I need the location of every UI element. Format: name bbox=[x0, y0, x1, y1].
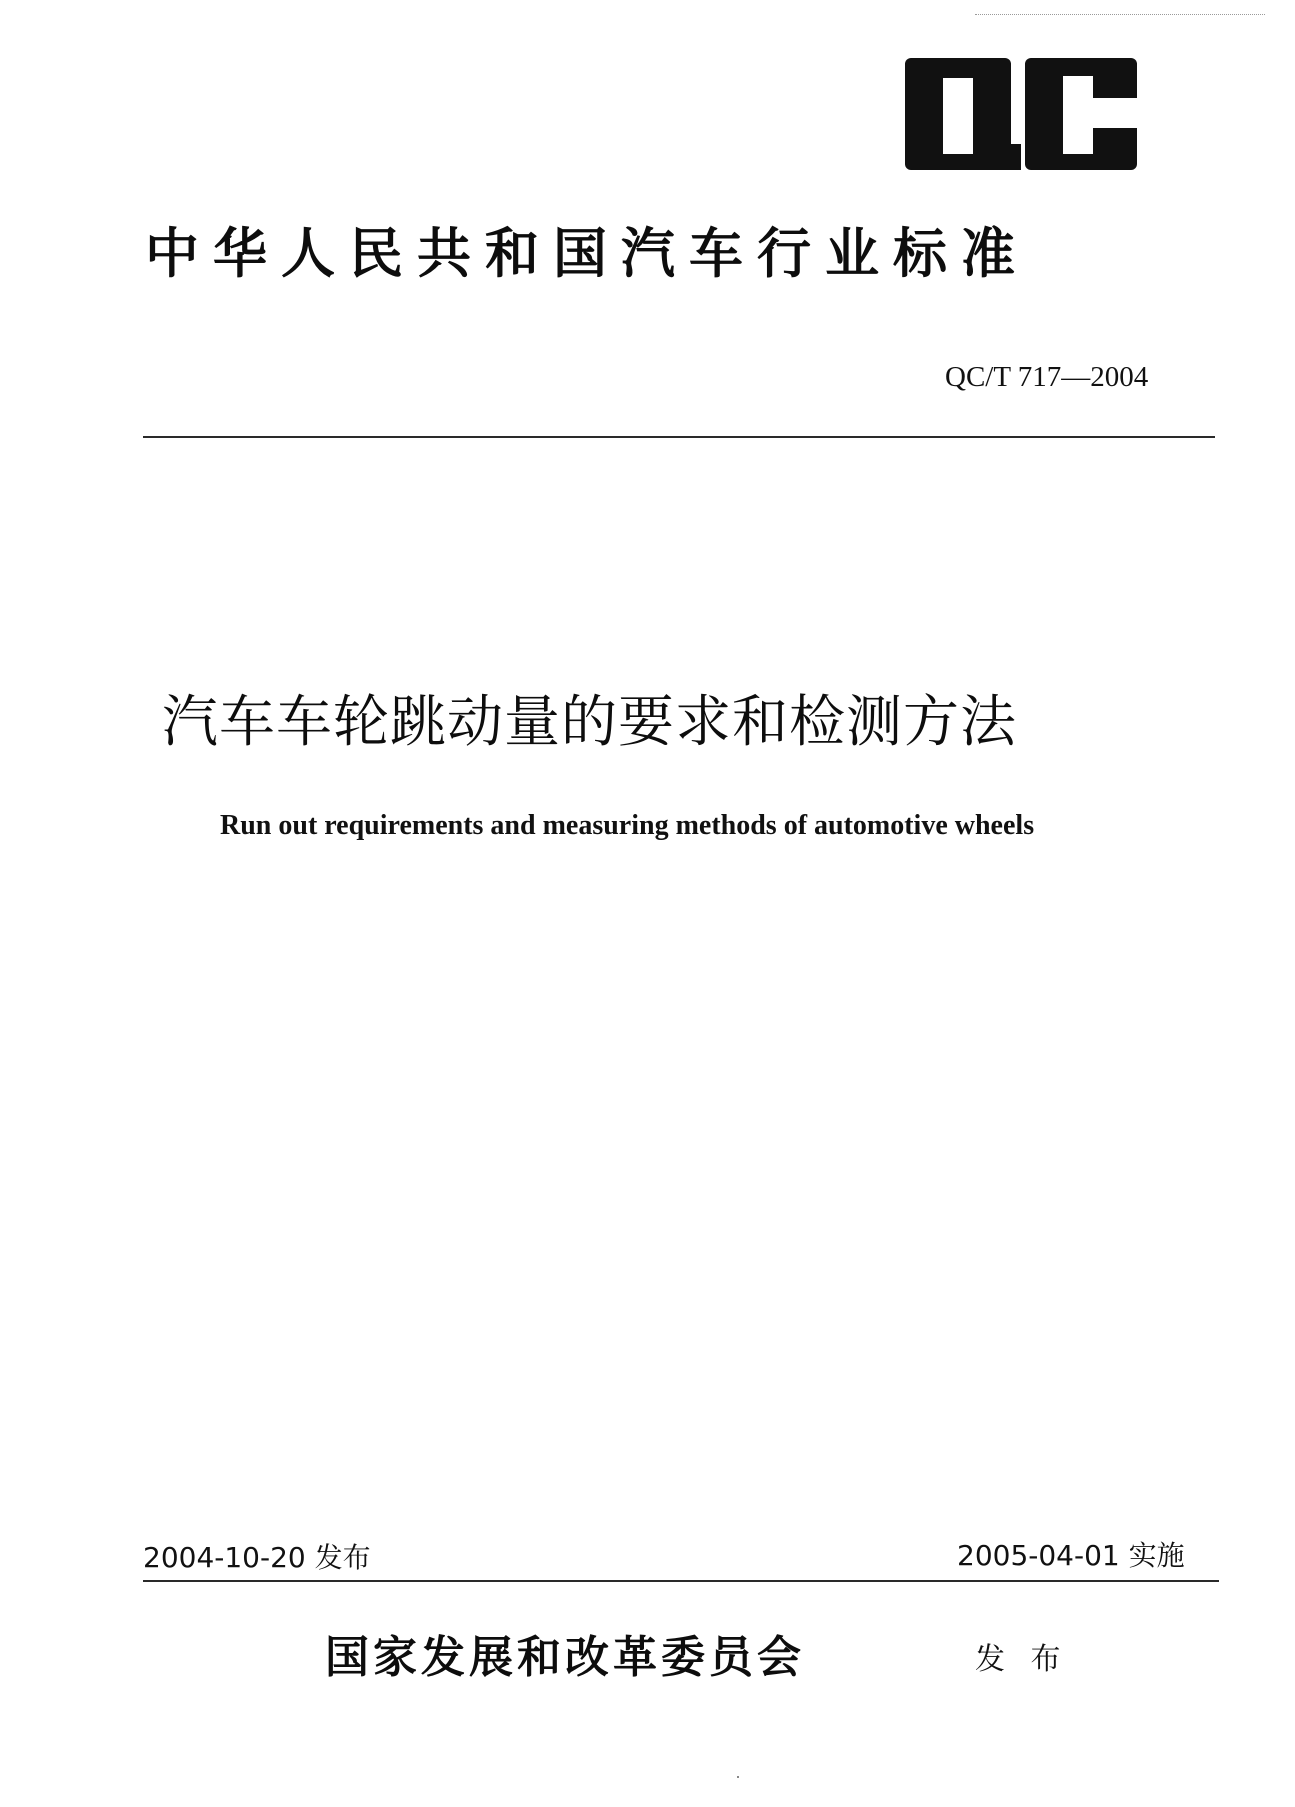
organization-title: 中华人民共和国汽车行业标准 bbox=[145, 221, 1029, 285]
issue-date: 2004-10-20 发布 bbox=[143, 1541, 371, 1574]
qc-logo-c-hole bbox=[1063, 76, 1093, 154]
scan-mark bbox=[975, 14, 1265, 15]
footer-divider bbox=[143, 1580, 1219, 1582]
header-divider bbox=[143, 436, 1215, 438]
scan-dot bbox=[737, 1776, 739, 1778]
document-title-english: Run out requirements and measuring methods of automotive wheels bbox=[220, 810, 1035, 841]
publisher-suffix: 发 布 bbox=[975, 1642, 1069, 1677]
qc-logo-q-tail bbox=[1001, 144, 1021, 170]
standard-number: QC/T 717—2004 bbox=[945, 361, 1149, 393]
publisher-name: 国家发展和改革委员会 bbox=[325, 1632, 805, 1683]
qc-logo-icon bbox=[905, 58, 1137, 176]
document-title-chinese: 汽车车轮跳动量的要求和检测方法 bbox=[162, 690, 1017, 755]
qc-logo-q-hole bbox=[943, 78, 973, 154]
qc-logo-c-gap bbox=[1093, 98, 1137, 128]
implementation-date: 2005-04-01 实施 bbox=[957, 1539, 1185, 1572]
